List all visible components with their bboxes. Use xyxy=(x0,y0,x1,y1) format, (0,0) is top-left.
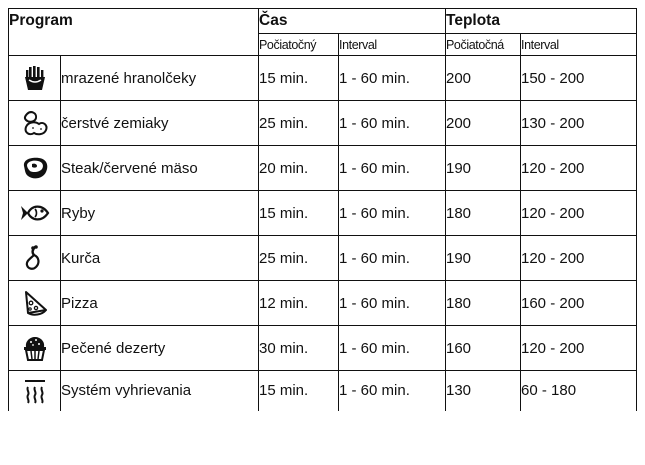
header-teplota: Teplota xyxy=(446,9,637,34)
table-row xyxy=(9,281,637,326)
temp-range: 60 - 180 xyxy=(521,371,637,411)
header-cas-start: Počiatočný xyxy=(259,34,339,56)
temp-range: 120 - 200 xyxy=(521,326,637,371)
program-name: Ryby xyxy=(61,191,259,236)
chicken-leg-icon xyxy=(22,244,48,272)
temp-range: 150 - 200 xyxy=(521,56,637,101)
program-name: Systém vyhrievania xyxy=(61,371,259,411)
temp-range: 120 - 200 xyxy=(521,146,637,191)
header-teplota-interval: Interval xyxy=(521,34,637,56)
temp-range: 160 - 200 xyxy=(521,281,637,326)
table-row xyxy=(9,326,637,371)
program-name: Steak/červené mäso xyxy=(61,146,259,191)
program-name: Kurča xyxy=(61,236,259,281)
program-name: Pečené dezerty xyxy=(61,326,259,371)
time-start: 12 min. xyxy=(259,281,339,326)
time-start: 25 min. xyxy=(259,236,339,281)
time-range: 1 - 60 min. xyxy=(339,191,446,236)
temp-start: 190 xyxy=(446,236,521,281)
table-row xyxy=(9,191,637,236)
time-range: 1 - 60 min. xyxy=(339,56,446,101)
time-start: 15 min. xyxy=(259,56,339,101)
table-row xyxy=(9,371,637,411)
time-start: 15 min. xyxy=(259,191,339,236)
program-name: mrazené hranolčeky xyxy=(61,56,259,101)
table-row xyxy=(9,146,637,191)
time-start: 20 min. xyxy=(259,146,339,191)
temp-start: 180 xyxy=(446,191,521,236)
temp-range: 130 - 200 xyxy=(521,101,637,146)
time-start: 15 min. xyxy=(259,371,339,411)
heating-icon xyxy=(21,377,49,405)
pizza-icon xyxy=(21,289,49,317)
steak-icon xyxy=(20,154,50,182)
time-range: 1 - 60 min. xyxy=(339,326,446,371)
time-range: 1 - 60 min. xyxy=(339,236,446,281)
program-name: čerstvé zemiaky xyxy=(61,101,259,146)
table-row xyxy=(9,236,637,281)
temp-start: 190 xyxy=(446,146,521,191)
fish-icon xyxy=(19,200,51,226)
header-cas: Čas xyxy=(259,9,446,34)
header-teplota-start: Počiatočná xyxy=(446,34,521,56)
potato-icon xyxy=(21,109,49,137)
temp-start: 200 xyxy=(446,56,521,101)
time-start: 30 min. xyxy=(259,326,339,371)
header-cas-interval: Interval xyxy=(339,34,446,56)
time-start: 25 min. xyxy=(259,101,339,146)
table-row xyxy=(9,101,637,146)
time-range: 1 - 60 min. xyxy=(339,101,446,146)
program-table xyxy=(8,8,637,411)
header-program: Program xyxy=(9,9,259,56)
temp-range: 120 - 200 xyxy=(521,191,637,236)
time-range: 1 - 60 min. xyxy=(339,281,446,326)
table-row xyxy=(9,56,637,101)
temp-start: 200 xyxy=(446,101,521,146)
temp-range: 120 - 200 xyxy=(521,236,637,281)
time-range: 1 - 60 min. xyxy=(339,371,446,411)
time-range: 1 - 60 min. xyxy=(339,146,446,191)
temp-start: 180 xyxy=(446,281,521,326)
muffin-icon xyxy=(21,334,49,362)
program-name: Pizza xyxy=(61,281,259,326)
temp-start: 130 xyxy=(446,371,521,411)
temp-start: 160 xyxy=(446,326,521,371)
fries-icon xyxy=(21,64,49,92)
